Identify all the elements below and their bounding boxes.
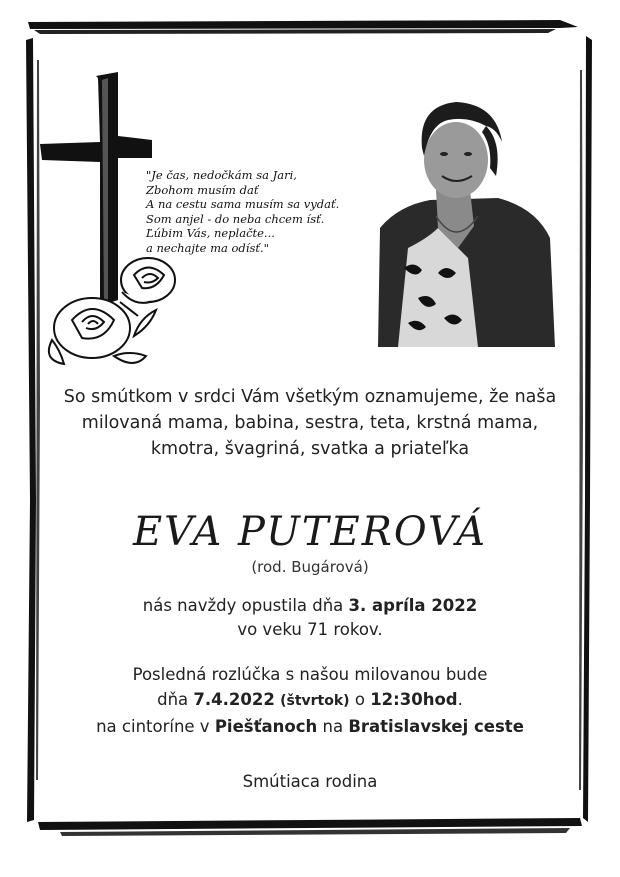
funeral-time-prefix: o: [354, 690, 365, 709]
maiden-name: (rod. Bugárová): [251, 558, 369, 576]
death-date: 3. apríla 2022: [348, 596, 478, 615]
funeral-street: Bratislavskej ceste: [348, 717, 524, 736]
funeral-line-3: [40, 714, 580, 739]
portrait-silhouette: [378, 98, 555, 347]
death-text: nás navždy opustila dňa: [142, 596, 344, 615]
signature: Smútiaca rodina: [242, 772, 378, 791]
poem: [146, 168, 386, 256]
poem-line: Som anjel - do neba chcem ísť.: [146, 211, 325, 226]
funeral-place-mid: na: [322, 717, 344, 736]
poem-line: A na cestu sama musím sa vydať.: [146, 197, 340, 212]
funeral-date: 7.4.2022: [193, 690, 275, 709]
funeral-info: [40, 662, 580, 739]
portrait-photo: [378, 98, 555, 347]
age-line: vo veku 71 rokov.: [237, 620, 383, 639]
deceased-name: EVA PUTEROVÁ: [132, 509, 488, 555]
funeral-time: 12:30hod: [370, 690, 458, 709]
death-date-line: [40, 594, 580, 618]
funeral-place-prefix: na cintoríne v: [96, 717, 210, 736]
poem-line: "Je čas, nedočkám sa Jari,: [146, 168, 297, 182]
death-notice: [40, 594, 580, 642]
funeral-line-1: Posledná rozlúčka s našou milovanou bude: [132, 665, 488, 684]
funeral-line-2: [40, 687, 580, 714]
intro-line: So smútkom v srdci Vám všetkým oznamujeme, že naša: [63, 387, 557, 407]
funeral-town: Piešťanoch: [214, 717, 318, 736]
announcement-intro: [40, 384, 580, 462]
poem-line: Zbohom musím dať: [146, 182, 259, 197]
intro-line: milovaná mama, babina, sestra, teta, krstná mama,: [81, 413, 539, 433]
funeral-period: .: [457, 690, 463, 709]
intro-line: kmotra, švagriná, svatka a priateľka: [150, 439, 470, 459]
funeral-day-prefix: dňa: [157, 690, 189, 709]
funeral-weekday: (štvrtok): [280, 693, 350, 709]
poem-line: Ľúbim Vás, neplačte...: [146, 226, 275, 241]
poem-line: a nechajte ma odísť.": [146, 240, 269, 255]
